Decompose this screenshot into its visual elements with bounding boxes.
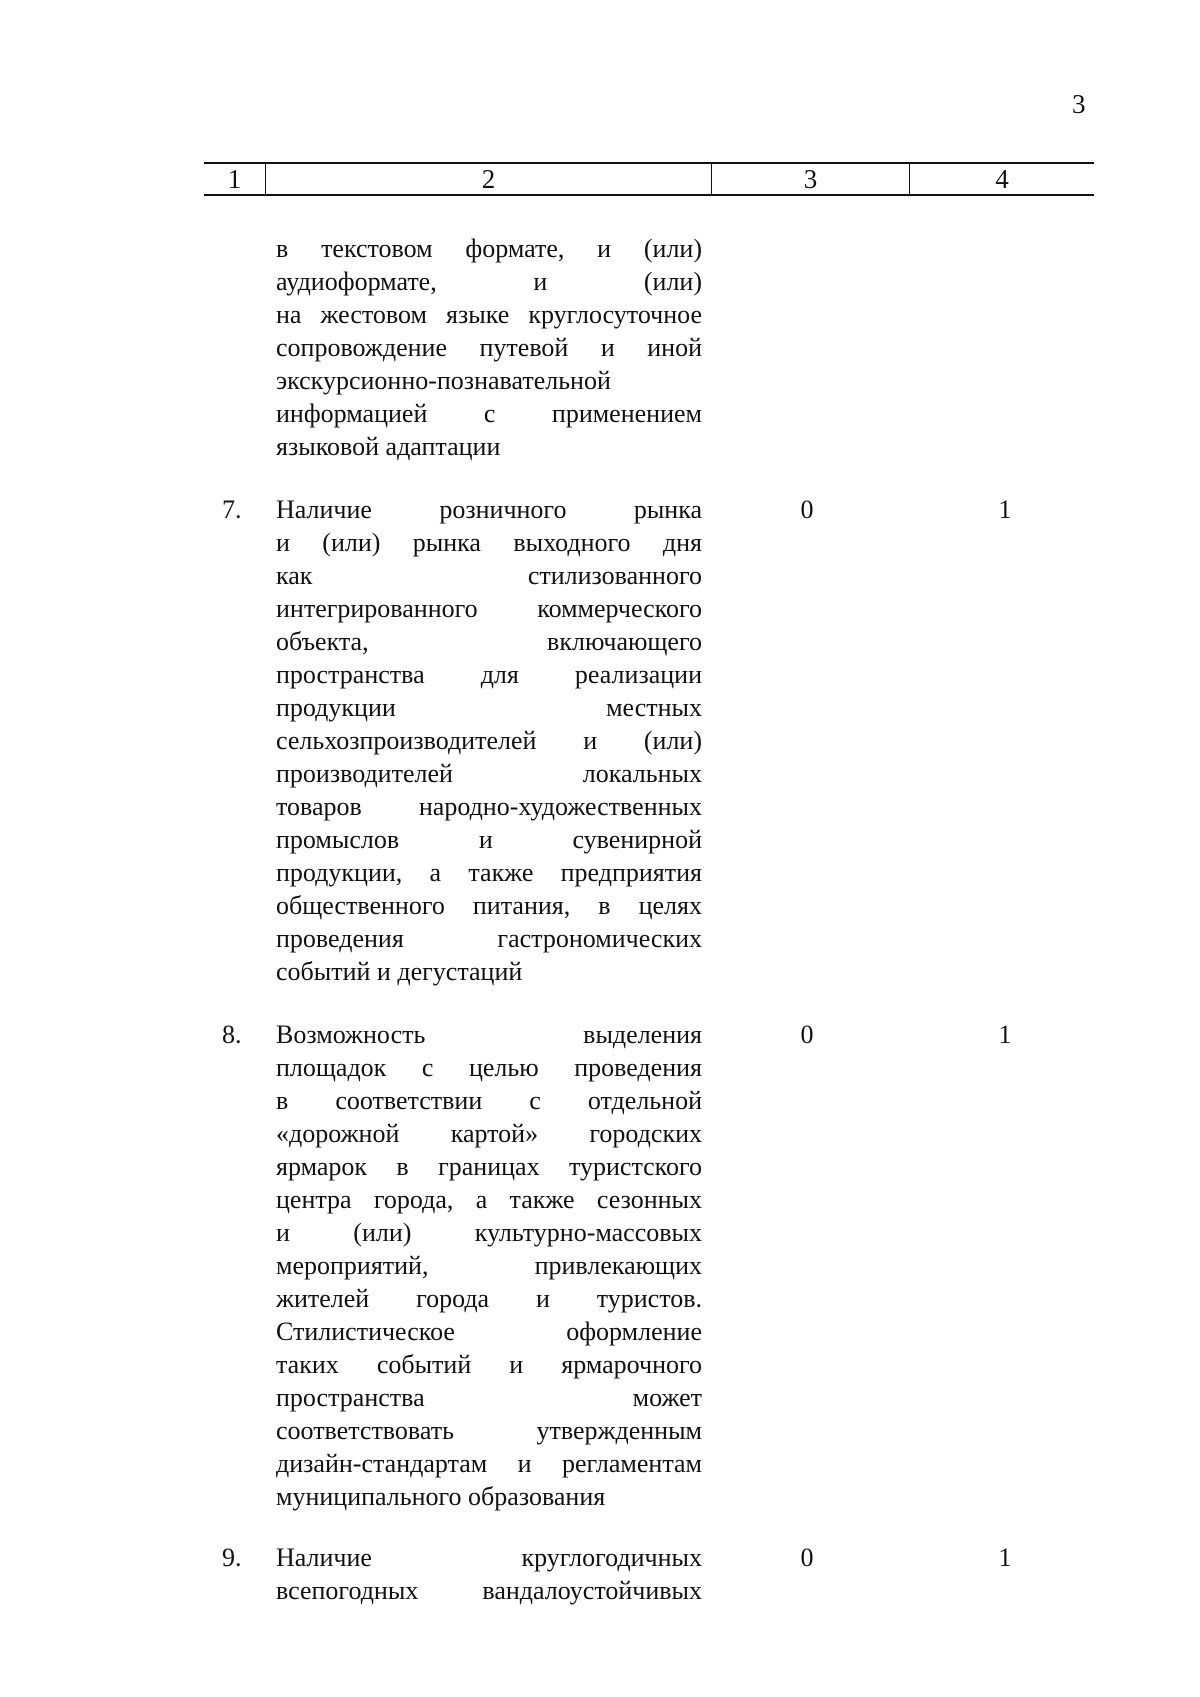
text-line: сопровождение путевой и иной [276,333,702,362]
text-line: дизайн-стандартам и регламентам [276,1449,702,1478]
page-number: 3 [1072,89,1086,119]
row-description [276,1541,702,1607]
text-line: площадок с целью проведения [276,1053,702,1082]
text-line: производителей локальных [276,759,702,788]
row-value-col3: 0 [800,495,814,524]
row-description [276,1018,702,1513]
text-line: Стилистическое оформление [276,1317,702,1346]
text-line: пространства для реализации [276,660,702,689]
header-cell-4: 4 [995,164,1009,194]
text-line: информацией с применением [276,399,702,428]
text-line: всепогодных вандалоустойчивых [276,1576,702,1605]
text-line: интегрированного коммерческого [276,594,702,623]
text-line: мероприятий, привлекающих [276,1251,702,1280]
text-line: центра города, а также сезонных [276,1185,702,1214]
row-value-col4: 1 [998,495,1012,524]
row-value-col3: 0 [800,1020,814,1049]
text-line: экскурсионно-познавательной [276,366,611,395]
text-line: продукции, а также предприятия [276,858,702,887]
text-line: проведения гастрономических [276,924,702,953]
text-line: соответствовать утвержденным [276,1416,702,1445]
header-cell-3: 3 [712,164,910,194]
text-line: и (или) рынка выходного дня [276,528,702,557]
row-value-col4: 1 [998,1543,1012,1572]
text-line: продукции местных [276,693,702,722]
text-line: Наличие розничного рынка [276,495,702,524]
row-description [276,232,702,463]
text-line: на жестовом языке круглосуточное [276,300,702,329]
text-line: муниципального образования [276,1482,606,1511]
text-line: аудиоформате, и (или) [276,267,702,296]
text-line: в соответствии с отдельной [276,1086,702,1115]
text-line: жителей города и туристов. [276,1284,702,1313]
text-line: таких событий и ярмарочного [276,1350,702,1379]
row-value-col3: 0 [800,1543,814,1572]
header-cell-2: 2 [266,164,712,194]
text-line: ярмарок в границах туристского [276,1152,702,1181]
text-line: общественного питания, в целях [276,891,702,920]
text-line: событий и дегустаций [276,957,523,986]
table-header [204,162,1094,196]
text-line: Возможность выделения [276,1020,702,1049]
text-line: промыслов и сувенирной [276,825,702,854]
header-cell-1: 1 [204,164,266,194]
text-line: товаров народно-художественных [276,792,702,821]
row-number: 7. [222,495,242,524]
text-line: языковой адаптации [276,432,501,461]
row-number: 9. [222,1543,242,1572]
text-line: Наличие круглогодичных [276,1543,702,1572]
text-line: объекта, включающего [276,627,702,656]
text-line: «дорожной картой» городских [276,1119,702,1148]
text-line: пространства может [276,1383,702,1412]
row-number: 8. [222,1020,242,1049]
text-line: и (или) культурно-массовых [276,1218,702,1247]
row-value-col4: 1 [998,1020,1012,1049]
text-line: в текстовом формате, и (или) [276,234,702,263]
text-line: как стилизованного [276,561,702,590]
text-line: сельхозпроизводителей и (или) [276,726,702,755]
row-description [276,493,702,988]
